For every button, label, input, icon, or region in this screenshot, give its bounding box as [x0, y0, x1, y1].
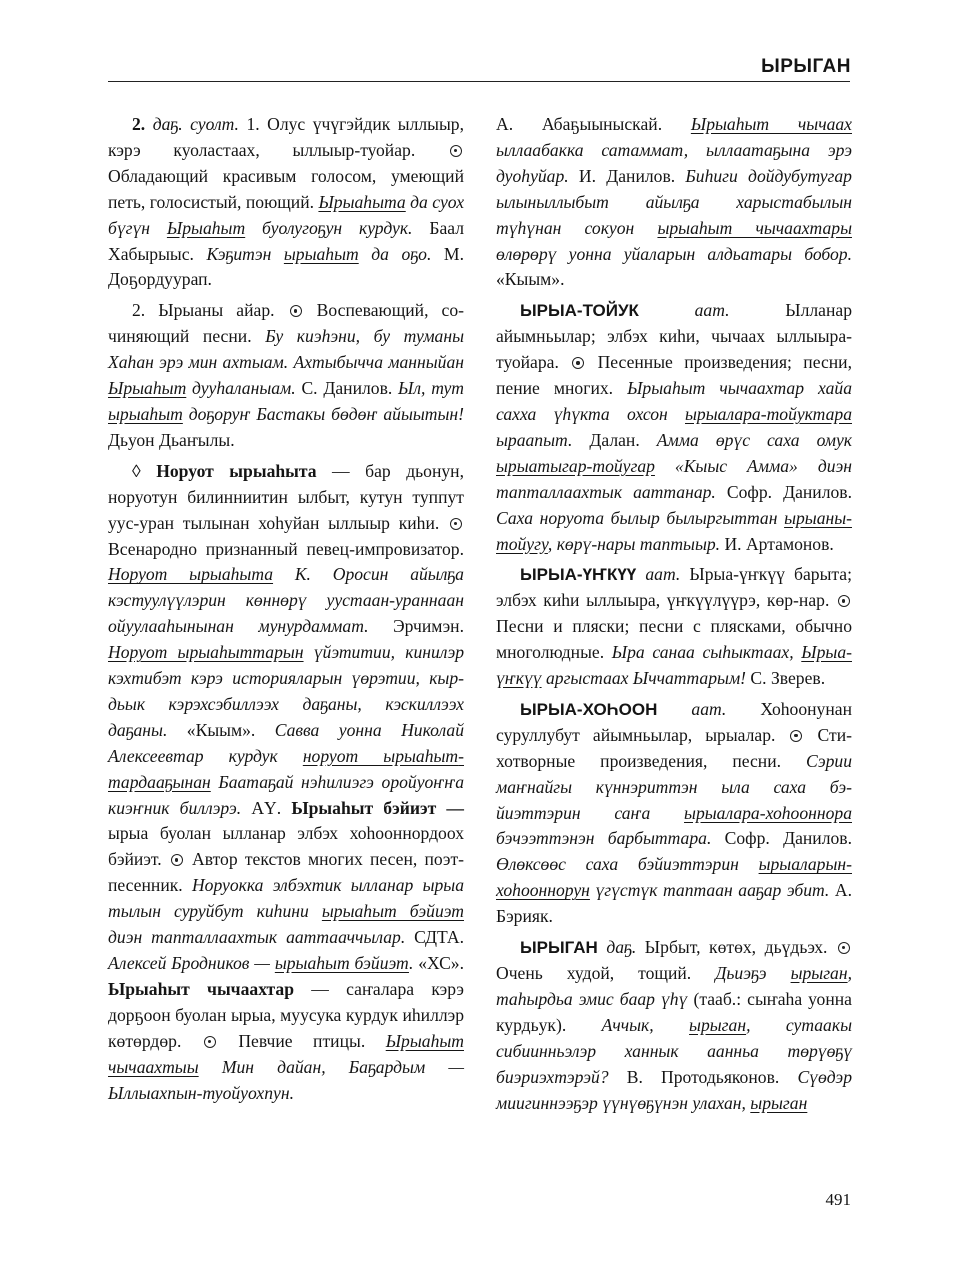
russian-translation-marker-icon [572, 357, 584, 369]
russian-translation-marker-icon [450, 518, 462, 530]
example-source: «ХС». [413, 953, 465, 973]
example-source: И. Данилов. [568, 165, 686, 186]
russian-translation: Песни и пляски; песни с плясками, обычно многолюдные. [496, 616, 852, 663]
entry-paragraph [496, 562, 852, 692]
example-text: Ырыаһыт чычаахтар хайа сахха үһүкта охсон [496, 378, 852, 424]
entry-paragraph [108, 298, 464, 453]
entry-paragraph [108, 112, 464, 293]
example-text: дууһаланыам. [186, 378, 296, 399]
example-source: Баал Хабырыыс. [108, 217, 464, 264]
example-keyword: Норуот ырыаһыта [108, 564, 274, 585]
russian-translation-marker-icon [838, 942, 850, 954]
definition-text: Ырыа-үҥкүү барыта; элбэх киһи ыллыыра, үҥкүүлүүрэ, көр-нар. [496, 564, 852, 611]
example-text: Ыра санаа сыһыктаах, [604, 642, 802, 663]
phrase-headword: Норуот ырыаһыта [156, 460, 317, 481]
example-text: Сэрии маҥнайгы күннэриттэн ыла саха бэйиэттэрин саҥа [496, 750, 852, 823]
example-keyword: Ырыа-үҥкүү [496, 642, 852, 689]
left-column [108, 112, 464, 1106]
example-text: Өлөксөөс саха бэйиэттэрин [496, 854, 759, 875]
example-text: Биһиги дойдубутугар ылыныллыбыт айылҕа харыстабылын түһүнан сокуон [496, 165, 852, 238]
example-source: Софр. Данилов. [715, 481, 852, 502]
example-keyword: ырыатыгар-тойугар [496, 455, 655, 476]
example-keyword: ырыаны-тойугу [496, 507, 852, 554]
example-source: Далан. [572, 429, 657, 450]
example-keyword: Норуот ырыаһыттарын [108, 642, 304, 663]
example-keyword: ырыаларын-хоһооннорун [496, 854, 852, 901]
grammar-label: аат. [636, 564, 681, 585]
example-text [365, 1031, 386, 1051]
grammar-label: аат. [638, 300, 730, 321]
example-keyword: ырыаһыт [108, 403, 183, 424]
example-text: Бу киэһэни, бу туманы Хаһан эрэ мин ахтыам. Ахтыбычча манныйан [108, 326, 464, 373]
example-keyword: Ырыаһыт чычаахтыы [108, 1030, 464, 1077]
example-source: М. Доҕордуурап. [108, 243, 464, 290]
headword: ЫРЫА-ҮҤКҮҮ [520, 565, 637, 585]
example-keyword: Ырыаһыт [166, 217, 246, 238]
example-text: өлөрөрү уонна уйаларын алдьатары бобор. [496, 243, 852, 264]
example-text: үйэтитии, кинилэр кэхтибэт кэрэ историяларын үөрэтии, кырдьык кэрэхсэбиллээх даҕаны, кэскиллээх даҕаны. [108, 642, 464, 740]
definition-text: — бар дьонун, норуотун билинниитин ылбыт, кутун туппут уус-уран тылынан хоһуйан ыллыыр киһи. [108, 460, 465, 533]
right-column [496, 112, 852, 1116]
example-text: «Кыыс Амма» диэн тапталлаахтык ааттанар. [496, 455, 852, 502]
example-source: А. Бэрияк. [496, 880, 852, 927]
example-keyword: ырыаһыт бэйиэт [321, 901, 464, 922]
example-text: аргыстаах Ыччаттарым! [541, 668, 747, 689]
headword: ЫРЫА-ТОЙУК [520, 301, 639, 321]
example-keyword: норуот ырыаһыттардааҕынан [108, 745, 464, 792]
russian-translation: Всенародно признанный певец-импровизатор. [108, 538, 464, 559]
russian-translation: Обладающий красивым голосом, умеющий петь, голосистый, поющий. [108, 165, 464, 212]
definition-text: Ылланар айымньылар; элбэх киһи, чычаах ыллыыра-туойара. [496, 300, 852, 373]
example-keyword: ырыалара-тойуктара [685, 403, 852, 424]
example-text: да оҕо. [358, 243, 432, 264]
example-text: , көрү-нары таптыыр. [547, 533, 721, 554]
example-keyword: ырыаһыт [283, 243, 359, 264]
example-source: С. Данилов. [295, 378, 399, 399]
example-source: АҮ. [241, 797, 292, 818]
entry-paragraph [496, 112, 852, 293]
example-text: ыллаабакка сатаммат, ыллаатаҕына эрэ дуоһуйар. [496, 139, 852, 186]
example-keyword: ырыаһыт бэйиэт [274, 953, 409, 973]
russian-translation: Певчие птицы. [238, 1030, 366, 1051]
definition-text: Ырбыт, көтөх, дьүдьэх. [636, 937, 836, 958]
example-text: Аччык, [601, 1014, 690, 1035]
example-source: СДТА. [405, 927, 465, 948]
example-source: Эрчимэн. [368, 616, 464, 637]
example-text: да суох бүгүн [108, 191, 465, 238]
example-source: С. Зверев. [746, 668, 826, 689]
entry-paragraph [496, 298, 852, 557]
example-text: Ырыаһыта [318, 191, 406, 212]
russian-translation-marker-icon [290, 305, 302, 317]
example-text: , таһырдьа эмис баар үһү [496, 963, 852, 1009]
example-source: А. Абаҕыыныскай. [496, 114, 691, 134]
grammar-label: даҕ. суолт. [152, 114, 239, 134]
grammar-label: аат. [657, 698, 727, 719]
example-text: Ыл, тут [398, 378, 465, 399]
example-text: , сутаакы сибиинньэлэр ханнык аанньа төрүөҕү биэриэхтэрэй? [496, 1014, 852, 1087]
phrase-headword: Ырыаһыт бэйиэт — [291, 797, 464, 818]
russian-translation-marker-icon [450, 145, 462, 157]
russian-translation: Очень худой, тощий. [496, 963, 692, 983]
russian-translation: Песенные произведения; песни, пение многих. [496, 352, 852, 399]
definition-text: 1. Олус үчүгэйдик ыллыыр, кэрэ куоластаах, ыллыыр-туойар. [108, 114, 464, 160]
definition-text: Хоһоонунан суруллубут айымньылар, ырыалар. [496, 698, 852, 745]
lozenge-icon: ◊ [132, 460, 157, 481]
russian-translation-marker-icon [838, 595, 850, 607]
example-source: Софр. Данилов. [711, 828, 852, 849]
example-source: Дьуон Дьаҥылы. [108, 429, 235, 450]
russian-translation: Стихотворные произведения, песни. [496, 724, 852, 771]
example-text: К. Оросин айылҕа кэстуулүүлэрин көннөрү уустаан-ураннаан ойуулааһынынан мунурдаммат. [108, 564, 464, 637]
example-text: Мин дайан, Баҕардым — Ыллыахпын-туойуохпун. [108, 1056, 464, 1103]
example-text: Савва уонна Николай Алексеевтар курдук [108, 719, 464, 766]
example-keyword: ырыган [750, 1092, 808, 1113]
example-text: доҕоруҥ Бастакы бөдөҥ айыытын! [182, 403, 464, 424]
example-text: Баатаҕай нэһилиэгэ оройуоҥҥа киэҥник биллэрэ. [108, 771, 464, 818]
example-text: Амма өрүс саха омук [656, 429, 852, 450]
running-head: ЫРЫГАН [761, 56, 851, 77]
definition-text: (тааб.: сыҥаһа уонна курдьук). [496, 988, 852, 1035]
russian-translation: Воспевающий, сочиняющий песни. [108, 300, 464, 347]
example-keyword: ырыаһыт чычаахтары [657, 217, 852, 238]
sense-number: 2. [132, 114, 146, 134]
example-text: бэчээттэнэн барбыттара. [496, 828, 712, 849]
header-rule [108, 81, 850, 82]
example-text: . [408, 953, 414, 973]
example-text: ыраапыт. [496, 429, 573, 450]
example-source: И. Артамонов. [720, 533, 834, 554]
russian-translation-marker-icon [204, 1036, 216, 1048]
example-source: «Кыым». [496, 269, 565, 290]
example-text: Саха норуота былыр былыргыттан [496, 507, 785, 528]
example-text: үгүстүк таптаан ааҕар эбит. [589, 880, 830, 901]
example-keyword: ырыган [689, 1014, 747, 1035]
headword: ЫРЫГАН [520, 938, 598, 958]
russian-translation: Автор текстов многих песен, поэт-песенник. [108, 849, 464, 896]
entry-paragraph [108, 459, 464, 1107]
example-text: буолугоҕун курдук. [245, 217, 413, 238]
page-number: 491 [825, 1190, 851, 1209]
example-source: В. Протодьяконов. [608, 1066, 798, 1087]
example-text: диэн тапталлаахтык ааттааччылар. [108, 927, 406, 948]
entry-paragraph [496, 697, 852, 930]
phrase-headword: Ырыаһыт чычаахтар [108, 978, 294, 999]
definition-text: — саҥалара кэрэ дорҕоон буолан ырыа, муусука курдук иһиллэр көтөрдөр. [108, 978, 464, 1051]
example-source: «Кыым». [167, 719, 275, 740]
example-text: Алексей Бродников — [108, 953, 275, 973]
example-keyword: ырыалара-хоһооннора [684, 802, 852, 823]
entry-paragraph [496, 935, 852, 1116]
example-keyword: Ырыаһыт чычаах [690, 114, 852, 134]
definition-text: ырыа буолан ылланар элбэх хоһооннордоох бэйиэт. [108, 823, 464, 870]
russian-translation-marker-icon [790, 730, 802, 742]
headword: ЫРЫА-ХОҺООН [520, 699, 658, 719]
example-keyword: Ырыаһыт [108, 378, 187, 399]
example-text: Кэҕитэн [206, 243, 284, 264]
definition-text: 2. Ырыаны айар. [132, 300, 288, 321]
example-keyword: ырыган [790, 963, 848, 983]
example-text: Норуокка элбэхтик ылланар ырыа тылын суруйбут киһини [108, 875, 464, 922]
russian-translation-marker-icon [171, 854, 183, 866]
grammar-label: даҕ. [597, 937, 637, 958]
example-text: Дьиэҕэ [691, 963, 791, 983]
example-text: Сүөдэр миигиннээҕэр үүнүөҕүнэн улахан, [496, 1066, 852, 1113]
